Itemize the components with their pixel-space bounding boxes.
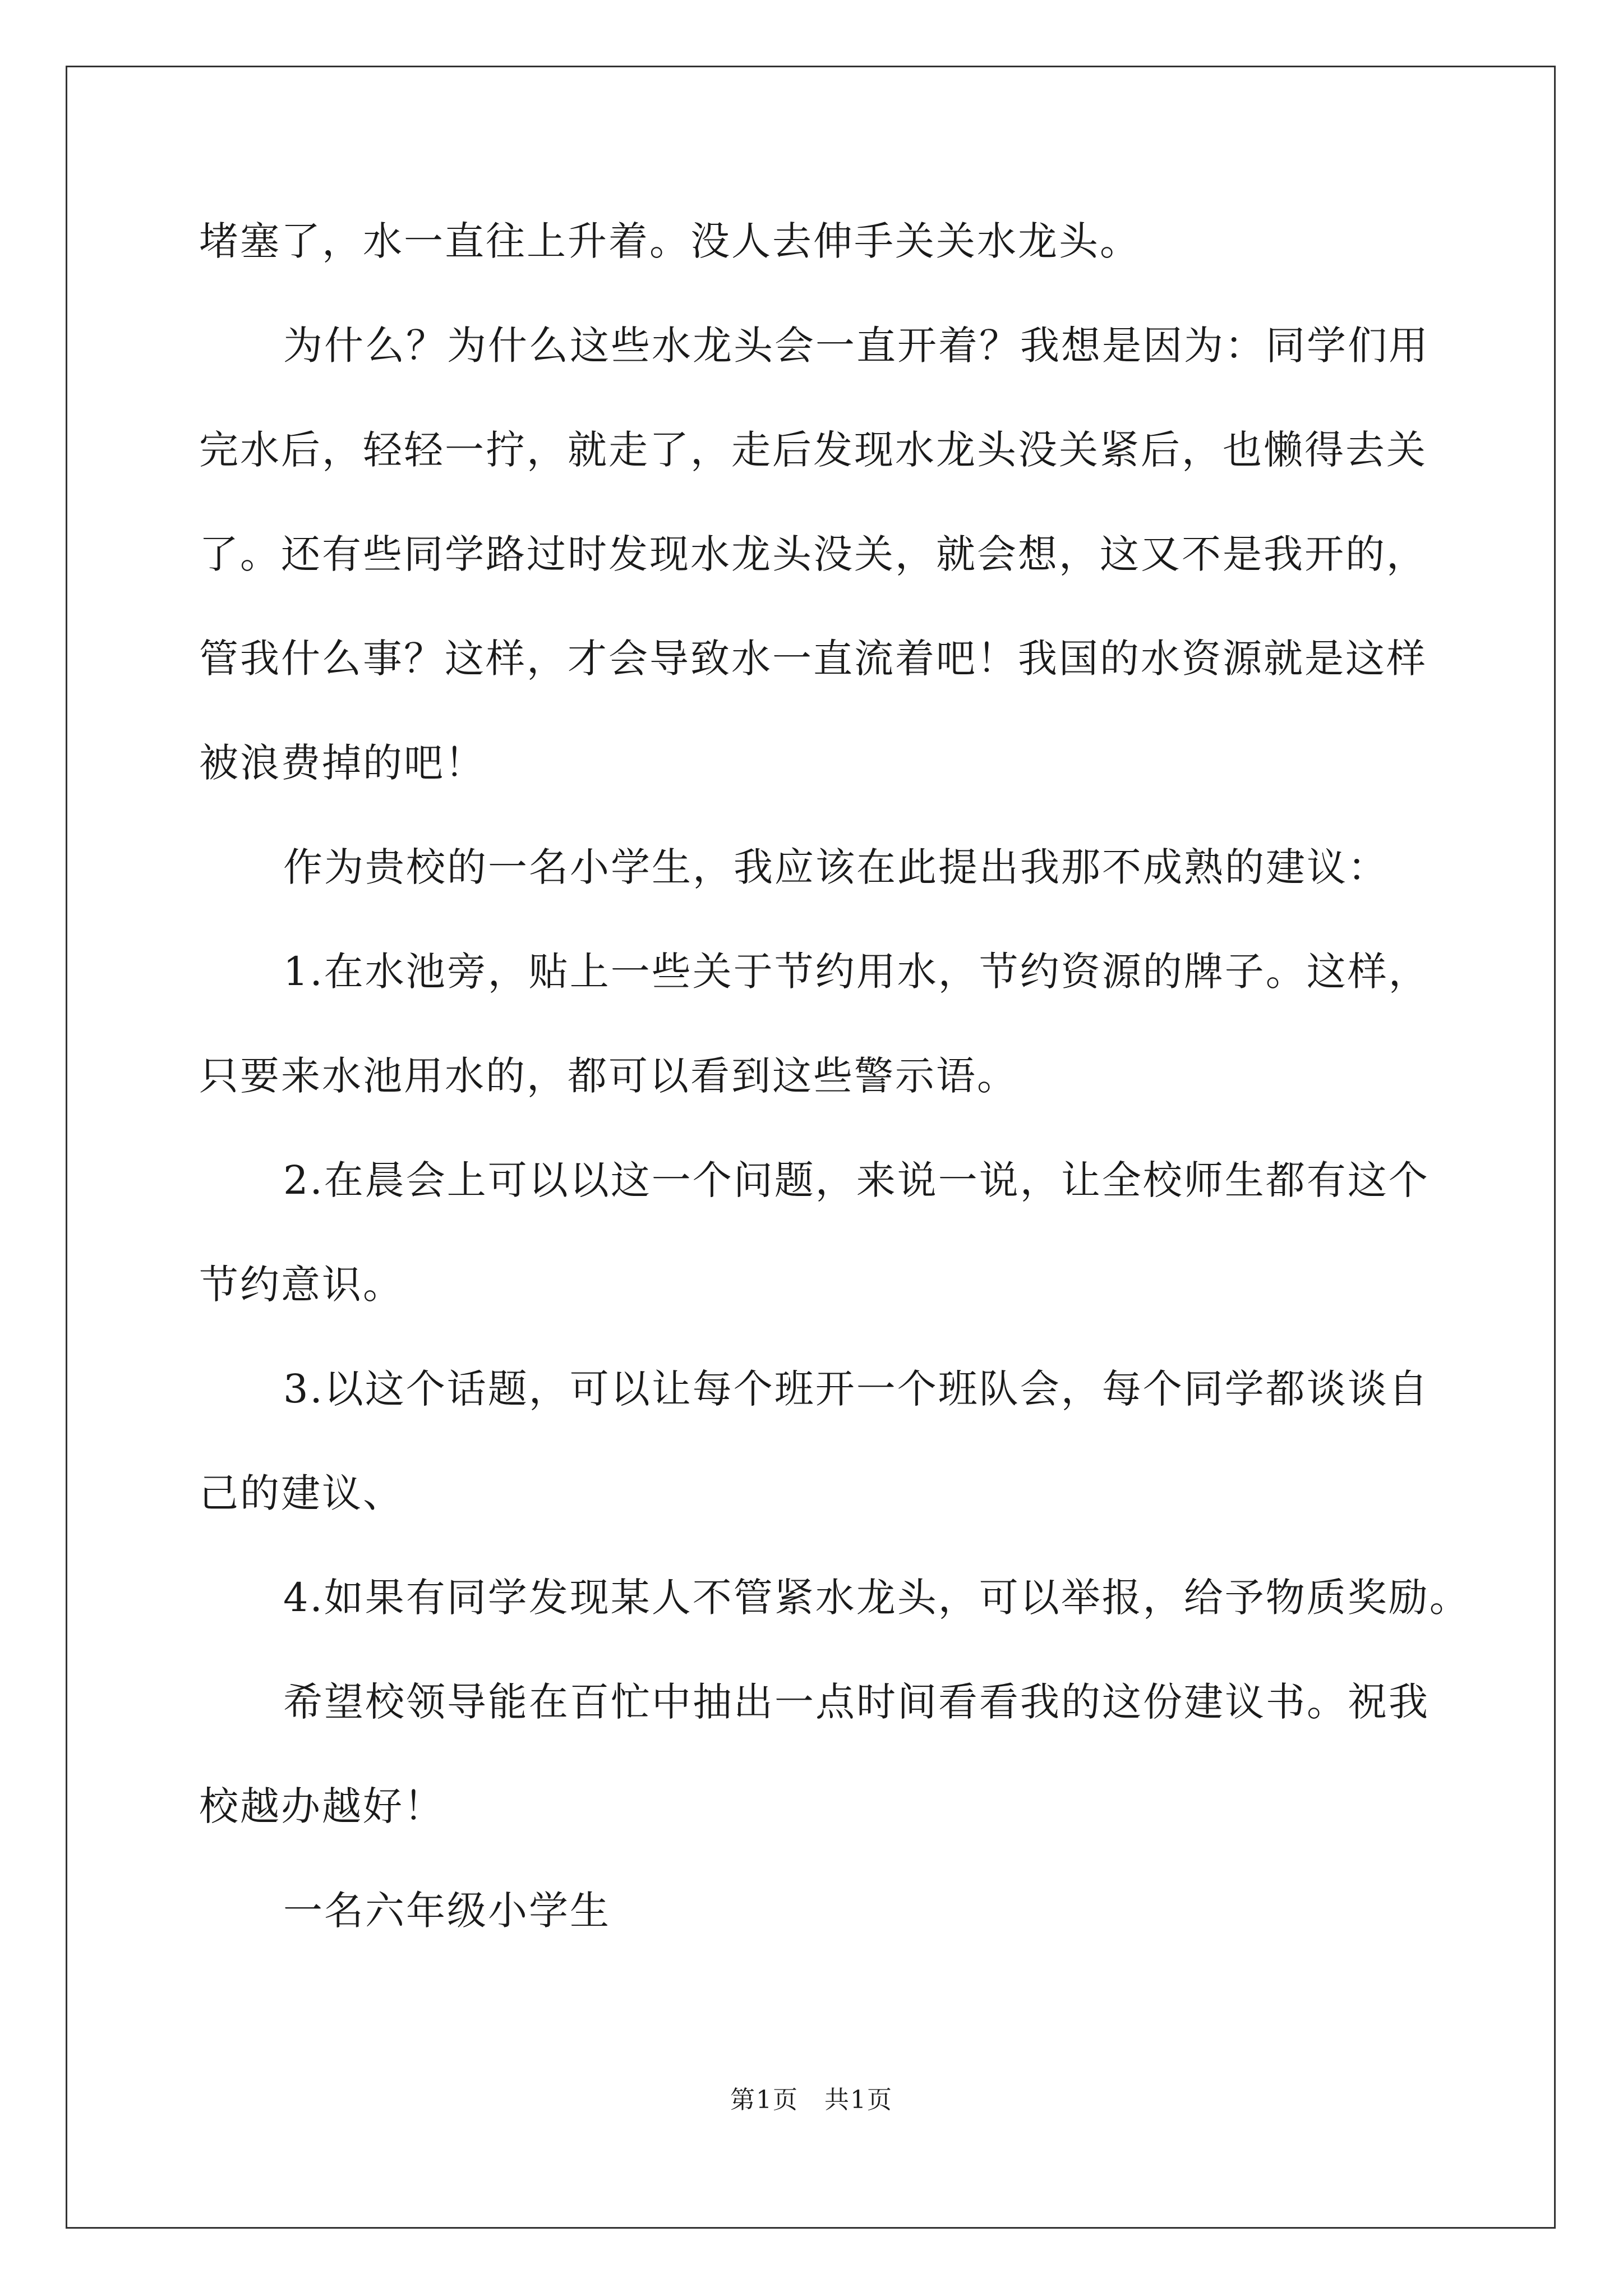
text-line: 己的建议、 bbox=[199, 1470, 404, 1516]
text-line: 了。还有些同学路过时发现水龙头没关，就会想，这又不是我开的， bbox=[199, 531, 1427, 577]
text-line: 管我什么事？这样，才会导致水一直流着吧！我国的水资源就是这样 bbox=[199, 636, 1427, 682]
text-line: 希望校领导能在百忙中抽出一点时间看看我的这份建议书。祝我 bbox=[283, 1679, 1430, 1725]
signature-line: 一名六年级小学生 bbox=[283, 1888, 611, 1934]
text-line: 3.以这个话题，可以让每个班开一个班队会，每个同学都谈谈自 bbox=[283, 1366, 1430, 1412]
text-line: 1.在水池旁，贴上一些关于节约用水，节约资源的牌子。这样， bbox=[283, 949, 1430, 995]
text-line: 完水后，轻轻一拧，就走了，走后发现水龙头没关紧后，也懒得去关 bbox=[199, 427, 1427, 473]
text-line: 4.如果有同学发现某人不管紧水龙头，可以举报，给予物质奖励。 bbox=[283, 1575, 1470, 1621]
page-footer: 第1页 共1页 bbox=[730, 2086, 893, 2114]
text-line: 2.在晨会上可以以这一个问题，来说一说，让全校师生都有这个 bbox=[283, 1157, 1430, 1203]
text-line: 被浪费掉的吧！ bbox=[199, 740, 486, 786]
text-line: 校越办越好！ bbox=[199, 1783, 445, 1829]
text-line: 只要来水池用水的，都可以看到这些警示语。 bbox=[199, 1053, 1018, 1099]
text-line: 节约意识。 bbox=[199, 1262, 404, 1308]
text-line: 为什么？为什么这些水龙头会一直开着？我想是因为：同学们用 bbox=[283, 323, 1430, 369]
text-line: 作为贵校的一名小学生，我应该在此提出我那不成熟的建议： bbox=[283, 844, 1389, 890]
text-line: 堵塞了，水一直往上升着。没人去伸手关关水龙头。 bbox=[199, 218, 1141, 264]
